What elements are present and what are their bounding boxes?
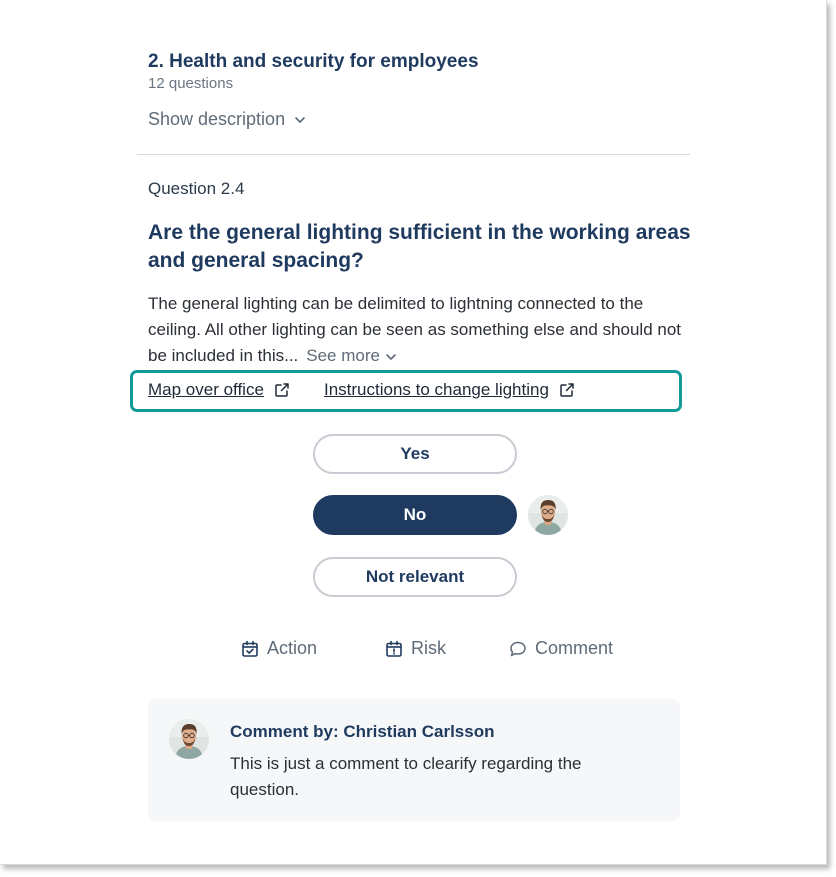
- risk-label: Risk: [411, 638, 446, 658]
- answer-no-button[interactable]: [313, 495, 517, 535]
- question-title: Are the general lighting sufficient in the working areas and general spacing?: [148, 221, 691, 272]
- comment-button[interactable]: [509, 638, 613, 659]
- speech-bubble-icon: [509, 640, 527, 658]
- instructions-change-lighting-link[interactable]: [324, 380, 575, 400]
- question-description: [148, 291, 693, 369]
- answer-user-avatar: [528, 495, 568, 535]
- comment-label: Comment: [535, 638, 614, 658]
- answer-yes-button[interactable]: [313, 434, 517, 474]
- answer-label: No: [403, 505, 427, 524]
- comment-text: This is just a comment to clearify regarding the question.: [230, 754, 582, 799]
- external-link-icon: [274, 382, 290, 398]
- action-label: Action: [267, 638, 318, 658]
- section-divider: [137, 154, 690, 155]
- answer-label: Not relevant: [365, 567, 465, 586]
- comment-author-avatar: [169, 719, 209, 759]
- action-button[interactable]: [241, 638, 317, 659]
- avatar-image: [528, 495, 568, 535]
- map-over-office-link[interactable]: [148, 380, 290, 400]
- calendar-alert-icon: [385, 640, 403, 658]
- answer-not-relevant-button[interactable]: [313, 557, 517, 597]
- risk-button[interactable]: [385, 638, 446, 659]
- answer-label: Yes: [400, 444, 430, 463]
- chevron-down-icon: [384, 350, 398, 364]
- see-more-label: See more: [306, 346, 380, 365]
- see-more-button[interactable]: [306, 346, 398, 365]
- link-label: Map over office: [148, 380, 264, 399]
- section-title: 2. Health and security for employees: [148, 51, 479, 72]
- comment-author: Comment by: Christian Carlsson: [230, 722, 495, 741]
- section-question-count: 12 questions: [148, 75, 234, 92]
- show-description-button[interactable]: [148, 109, 307, 130]
- external-link-icon: [559, 382, 575, 398]
- question-description-text: The general lighting can be delimited to lightning connected to the ceiling. All other lighting can be seen as something else and should not be included in this...: [148, 294, 682, 365]
- link-label: Instructions to change lighting: [324, 380, 549, 399]
- avatar-image: [169, 719, 209, 759]
- show-description-label: Show description: [148, 109, 286, 129]
- calendar-check-icon: [241, 640, 259, 658]
- question-number: Question 2.4: [148, 179, 245, 198]
- chevron-down-icon: [293, 113, 307, 127]
